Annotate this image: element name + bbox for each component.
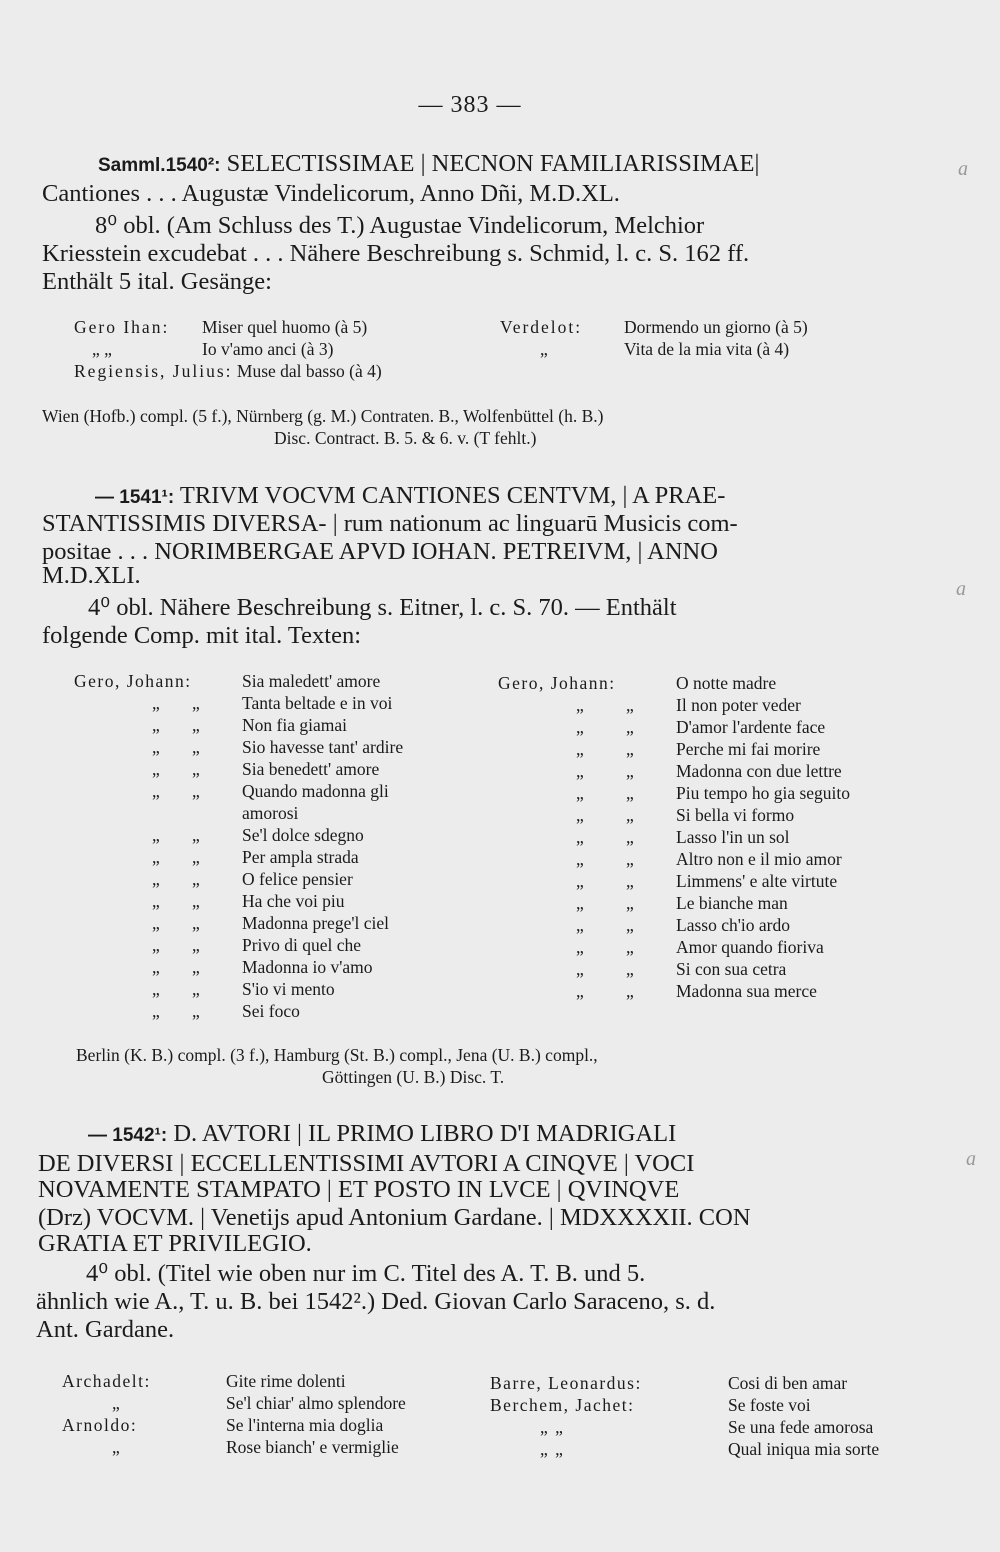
margin-mark: a — [958, 158, 968, 180]
song-row — [498, 826, 850, 848]
entry-1540-locations-1: Wien (Hofb.) compl. (5 f.), Nürnberg (g. M.) Contraten. B., Wolfenbüttel (h. B.) — [42, 406, 604, 426]
song-entry: „ „ Io v'amo anci (à 3) — [92, 339, 334, 359]
ditto-cell: „ — [152, 715, 160, 735]
entry-1542-line3: NOVAMENTE STAMPATO | ET POSTO IN LVCE | QVINQVE — [38, 1176, 680, 1203]
composer-cell — [74, 758, 134, 780]
song-title-cell: Quando madonna gli — [242, 781, 389, 801]
song-row — [62, 1392, 406, 1414]
ditto-cell: „ — [152, 913, 160, 933]
song-title-cell: O notte madre — [676, 673, 777, 693]
song-row — [498, 914, 850, 936]
ditto-cell: „ — [576, 871, 584, 891]
song-title-cell: Qual iniqua mia sorte — [728, 1439, 880, 1459]
song-title-cell: Piu tempo ho gia seguito — [676, 783, 851, 803]
song-row — [498, 804, 850, 826]
ditto-cell: „ — [192, 693, 200, 713]
entry-1542-title: D. AVTORI | IL PRIMO LIBRO D'I MADRIGALI — [173, 1120, 677, 1147]
ditto-cell: „ — [576, 959, 584, 979]
entry-1540-locations-2: Disc. Contract. B. 5. & 6. v. (T fehlt.) — [274, 428, 537, 448]
song-title-cell: Per ampla strada — [242, 847, 359, 867]
composer-cell: „ — [112, 1393, 122, 1413]
ditto-cell: „ — [576, 893, 584, 913]
ditto-cell: „ — [626, 849, 634, 869]
entry-1540-title: SELECTISSIMAE | NECNON FAMILIARISSIMAE| — [226, 150, 760, 177]
song-entry: Gero Ihan: Miser quel huomo (à 5) — [74, 317, 368, 337]
ditto-cell: „ — [152, 869, 160, 889]
song-table-1542-right — [490, 1372, 879, 1460]
entry-1541-label: — 1541¹: — [95, 487, 175, 508]
song-title-cell: Ha che voi piu — [242, 891, 345, 911]
composer-cell — [74, 692, 134, 714]
song-row — [74, 670, 403, 692]
composer-cell — [74, 780, 134, 802]
song-title-cell: Amor quando fioriva — [676, 937, 824, 957]
composer-cell: Berchem, Jachet: — [490, 1395, 635, 1415]
song-row — [74, 802, 403, 824]
song-title-cell: Madonna prege'l ciel — [242, 913, 389, 933]
ditto-cell: „ — [192, 781, 200, 801]
entry-1540-line3: 8⁰ obl. (Am Schluss des T.) Augustae Vindelicorum, Melchior — [95, 212, 705, 239]
song-list-1540-left — [74, 316, 382, 382]
ditto-cell: „ — [192, 869, 200, 889]
song-row — [62, 1436, 406, 1458]
ditto-cell: „ — [626, 739, 634, 759]
song-title-cell: Se foste voi — [728, 1395, 811, 1415]
entry-1540-line5: Enthält 5 ital. Gesänge: — [42, 268, 272, 295]
entry-1542-line2: DE DIVERSI | ECCELLENTISSIMI AVTORI A CINQVE | VOCI — [38, 1150, 695, 1177]
composer-cell — [498, 892, 558, 914]
composer-cell — [498, 980, 558, 1002]
song-title-cell: Tanta beltade e in voi — [242, 693, 393, 713]
song-row — [498, 738, 850, 760]
entry-1541-locations-1: Berlin (K. B.) compl. (3 f.), Hamburg (St. B.) compl., Jena (U. B.) compl., — [76, 1045, 598, 1065]
composer-cell — [498, 848, 558, 870]
entry-1541-line3: positae . . . NORIMBERGAE APVD IOHAN. PETREIVM, | ANNO — [42, 538, 718, 565]
song-row — [498, 694, 850, 716]
song-row — [74, 824, 403, 846]
composer-cell — [74, 736, 134, 758]
ditto-cell: „ — [152, 957, 160, 977]
ditto-cell: „ — [626, 937, 634, 957]
song-title-cell: Limmens' e alte virtute — [676, 871, 838, 891]
ditto-cell: „ — [626, 695, 634, 715]
song-title-cell: Privo di quel che — [242, 935, 362, 955]
song-title-cell: Perche mi fai morire — [676, 739, 821, 759]
song-row — [74, 714, 403, 736]
song-title-cell: Se'l dolce sdegno — [242, 825, 364, 845]
song-row — [498, 760, 850, 782]
entry-1540-line4: Kriesstein excudebat . . . Nähere Beschreibung s. Schmid, l. c. S. 162 ff. — [42, 240, 750, 267]
ditto-cell: „ — [626, 959, 634, 979]
entry-1541-locations-2: Göttingen (U. B.) Disc. T. — [322, 1067, 505, 1087]
composer-cell — [498, 760, 558, 782]
ditto-cell — [134, 802, 192, 824]
composer-cell — [498, 694, 558, 716]
composer-cell: „ „ — [540, 1439, 565, 1459]
song-title-cell: D'amor l'ardente face — [676, 717, 826, 737]
song-row — [490, 1416, 879, 1438]
entry-1542-heading — [88, 1120, 676, 1149]
song-list-1540-right — [500, 316, 808, 360]
song-row — [498, 870, 850, 892]
song-title-cell: Cosi di ben amar — [728, 1373, 848, 1393]
entry-1542-line6: 4⁰ obl. (Titel wie oben nur im C. Titel des A. T. B. und 5. — [86, 1260, 646, 1287]
ditto-cell: „ — [192, 847, 200, 867]
ditto-cell: „ — [576, 849, 584, 869]
composer-cell — [498, 782, 558, 804]
ditto-cell — [192, 802, 242, 824]
ditto-cell: „ — [152, 781, 160, 801]
composer-cell: Archadelt: — [62, 1371, 151, 1391]
ditto-cell: „ — [152, 847, 160, 867]
song-row — [490, 1438, 879, 1460]
composer-cell — [74, 824, 134, 846]
song-title-cell: Madonna con due lettre — [676, 761, 842, 781]
composer-cell — [498, 870, 558, 892]
song-title-cell: Il non poter veder — [676, 695, 801, 715]
ditto-cell: „ — [152, 759, 160, 779]
entry-1540-label: Samml.1540²: — [98, 155, 221, 176]
song-table-1541-right — [498, 672, 850, 1002]
song-title-cell: Si con sua cetra — [676, 959, 787, 979]
song-table-1542-left — [62, 1370, 406, 1458]
ditto-cell: „ — [576, 981, 584, 1001]
composer-cell — [74, 956, 134, 978]
ditto-cell: „ — [192, 715, 200, 735]
entry-1542-label: — 1542¹: — [88, 1125, 168, 1146]
song-row — [498, 672, 850, 694]
ditto-cell: „ — [576, 739, 584, 759]
song-row — [490, 1394, 879, 1416]
ditto-cell: „ — [192, 737, 200, 757]
composer-cell — [498, 738, 558, 760]
song-title-cell: Altro non e il mio amor — [676, 849, 842, 869]
song-row — [62, 1370, 406, 1392]
entry-1540-line2: Cantiones . . . Augustæ Vindelicorum, Anno Dñi, M.D.XL. — [42, 180, 620, 207]
ditto-cell: „ — [576, 761, 584, 781]
ditto-cell: „ — [152, 935, 160, 955]
ditto-cell: „ — [626, 783, 634, 803]
song-row — [74, 758, 403, 780]
song-row — [74, 1000, 403, 1022]
ditto-cell: „ — [576, 717, 584, 737]
entry-1541-title: TRIVM VOCVM CANTIONES CENTVM, | A PRAE- — [179, 482, 726, 509]
song-title-cell: Non fia giamai — [242, 715, 347, 735]
composer-cell — [498, 716, 558, 738]
entry-1542-line7: ähnlich wie A., T. u. B. bei 1542².) Ded. Giovan Carlo Saraceno, s. d. — [36, 1288, 716, 1315]
composer-cell: Barre, Leonardus: — [490, 1373, 642, 1393]
composer-cell — [498, 826, 558, 848]
song-title-cell: amorosi — [242, 803, 299, 823]
ditto-cell: „ — [152, 825, 160, 845]
composer-cell — [74, 912, 134, 934]
ditto-cell: „ — [626, 717, 634, 737]
entry-1540-heading — [98, 150, 759, 179]
ditto-cell: „ — [152, 737, 160, 757]
song-title-cell: Madonna sua merce — [676, 981, 817, 1001]
song-title-cell: Si bella vi formo — [676, 805, 795, 825]
ditto-cell: „ — [626, 827, 634, 847]
ditto-cell: „ — [576, 695, 584, 715]
song-row — [74, 934, 403, 956]
song-row — [74, 868, 403, 890]
song-row — [498, 958, 850, 980]
ditto-cell: „ — [626, 871, 634, 891]
song-table-1541-left — [74, 670, 403, 1022]
ditto-cell: „ — [576, 915, 584, 935]
ditto-cell: „ — [192, 759, 200, 779]
ditto-cell: „ — [152, 979, 160, 999]
ditto-cell: „ — [192, 1001, 200, 1021]
composer-cell — [498, 804, 558, 826]
song-title-cell: Rose bianch' e vermiglie — [226, 1437, 399, 1457]
composer-cell — [74, 934, 134, 956]
entry-1541-line2: STANTISSIMIS DIVERSA- | rum nationum ac linguarū Musicis com- — [42, 510, 738, 537]
song-row — [498, 980, 850, 1002]
composer-cell: „ — [112, 1437, 122, 1457]
song-row — [74, 956, 403, 978]
song-title-cell: Se l'interna mia doglia — [226, 1415, 384, 1435]
song-title-cell: S'io vi mento — [242, 979, 335, 999]
ditto-cell: „ — [192, 935, 200, 955]
song-title-cell: Se una fede amorosa — [728, 1417, 874, 1437]
song-row — [74, 780, 403, 802]
song-row — [498, 936, 850, 958]
composer-cell: „ „ — [540, 1417, 565, 1437]
song-title-cell: Sia benedett' amore — [242, 759, 380, 779]
song-row — [74, 890, 403, 912]
ditto-cell: „ — [192, 825, 200, 845]
song-row — [62, 1414, 406, 1436]
composer-cell — [498, 936, 558, 958]
ditto-cell: „ — [626, 981, 634, 1001]
ditto-cell: „ — [192, 913, 200, 933]
song-entry: Regiensis, Julius: Muse dal basso (à 4) — [74, 361, 382, 381]
song-title-cell: Le bianche man — [676, 893, 788, 913]
margin-mark: a — [956, 578, 966, 600]
ditto-cell: „ — [152, 693, 160, 713]
ditto-cell: „ — [152, 1001, 160, 1021]
song-row — [498, 782, 850, 804]
entry-1542-line8: Ant. Gardane. — [36, 1316, 175, 1343]
page-number: — 383 — — [418, 92, 522, 118]
song-title-cell: Sei foco — [242, 1001, 300, 1021]
song-title-cell: Se'l chiar' almo splendore — [226, 1393, 406, 1413]
entry-1542-line5: GRATIA ET PRIVILEGIO. — [38, 1230, 312, 1257]
entry-1541-line4: M.D.XLI. — [42, 562, 141, 589]
entry-1541-line5: 4⁰ obl. Nähere Beschreibung s. Eitner, l. c. S. 70. — Enthält — [88, 594, 677, 621]
song-title-cell: Madonna io v'amo — [242, 957, 373, 977]
ditto-cell: „ — [152, 891, 160, 911]
song-row — [74, 912, 403, 934]
song-row — [74, 736, 403, 758]
song-title-cell: Gite rime dolenti — [226, 1371, 346, 1391]
song-row — [490, 1372, 879, 1394]
song-entry: „ Vita de la mia vita (à 4) — [540, 339, 790, 359]
song-row — [498, 716, 850, 738]
ditto-cell: „ — [192, 979, 200, 999]
song-title-cell: Sio havesse tant' ardire — [242, 737, 404, 757]
song-row — [498, 892, 850, 914]
composer-cell: Gero, Johann: — [498, 673, 616, 693]
ditto-cell: „ — [626, 761, 634, 781]
composer-cell — [74, 978, 134, 1000]
ditto-cell: „ — [576, 805, 584, 825]
composer-cell: Arnoldo: — [62, 1415, 138, 1435]
song-row — [74, 846, 403, 868]
composer-cell — [498, 914, 558, 936]
entry-1541-heading — [95, 482, 725, 511]
composer-cell — [74, 846, 134, 868]
song-row — [74, 978, 403, 1000]
song-row — [498, 848, 850, 870]
ditto-cell: „ — [626, 915, 634, 935]
song-title-cell: O felice pensier — [242, 869, 353, 889]
ditto-cell: „ — [626, 805, 634, 825]
composer-cell — [74, 802, 134, 824]
ditto-cell: „ — [192, 957, 200, 977]
composer-cell — [74, 1000, 134, 1022]
ditto-cell: „ — [576, 783, 584, 803]
composer-cell — [74, 714, 134, 736]
composer-cell — [74, 868, 134, 890]
song-entry: Verdelot: Dormendo un giorno (à 5) — [500, 317, 808, 337]
entry-1542-line4: (Drz) VOCVM. | Venetijs apud Antonium Gardane. | MDXXXXII. CON — [38, 1204, 751, 1231]
song-title-cell: Lasso l'in un sol — [676, 827, 790, 847]
composer-cell: Gero, Johann: — [74, 671, 192, 691]
margin-mark: a — [966, 1148, 976, 1170]
ditto-cell: „ — [576, 937, 584, 957]
composer-cell — [74, 890, 134, 912]
ditto-cell: „ — [576, 827, 584, 847]
entry-1541-line6: folgende Comp. mit ital. Texten: — [42, 622, 362, 649]
song-title-cell: Lasso ch'io ardo — [676, 915, 790, 935]
ditto-cell: „ — [626, 893, 634, 913]
ditto-cell: „ — [192, 891, 200, 911]
song-title-cell: Sia maledett' amore — [242, 671, 381, 691]
song-row — [74, 692, 403, 714]
composer-cell — [498, 958, 558, 980]
